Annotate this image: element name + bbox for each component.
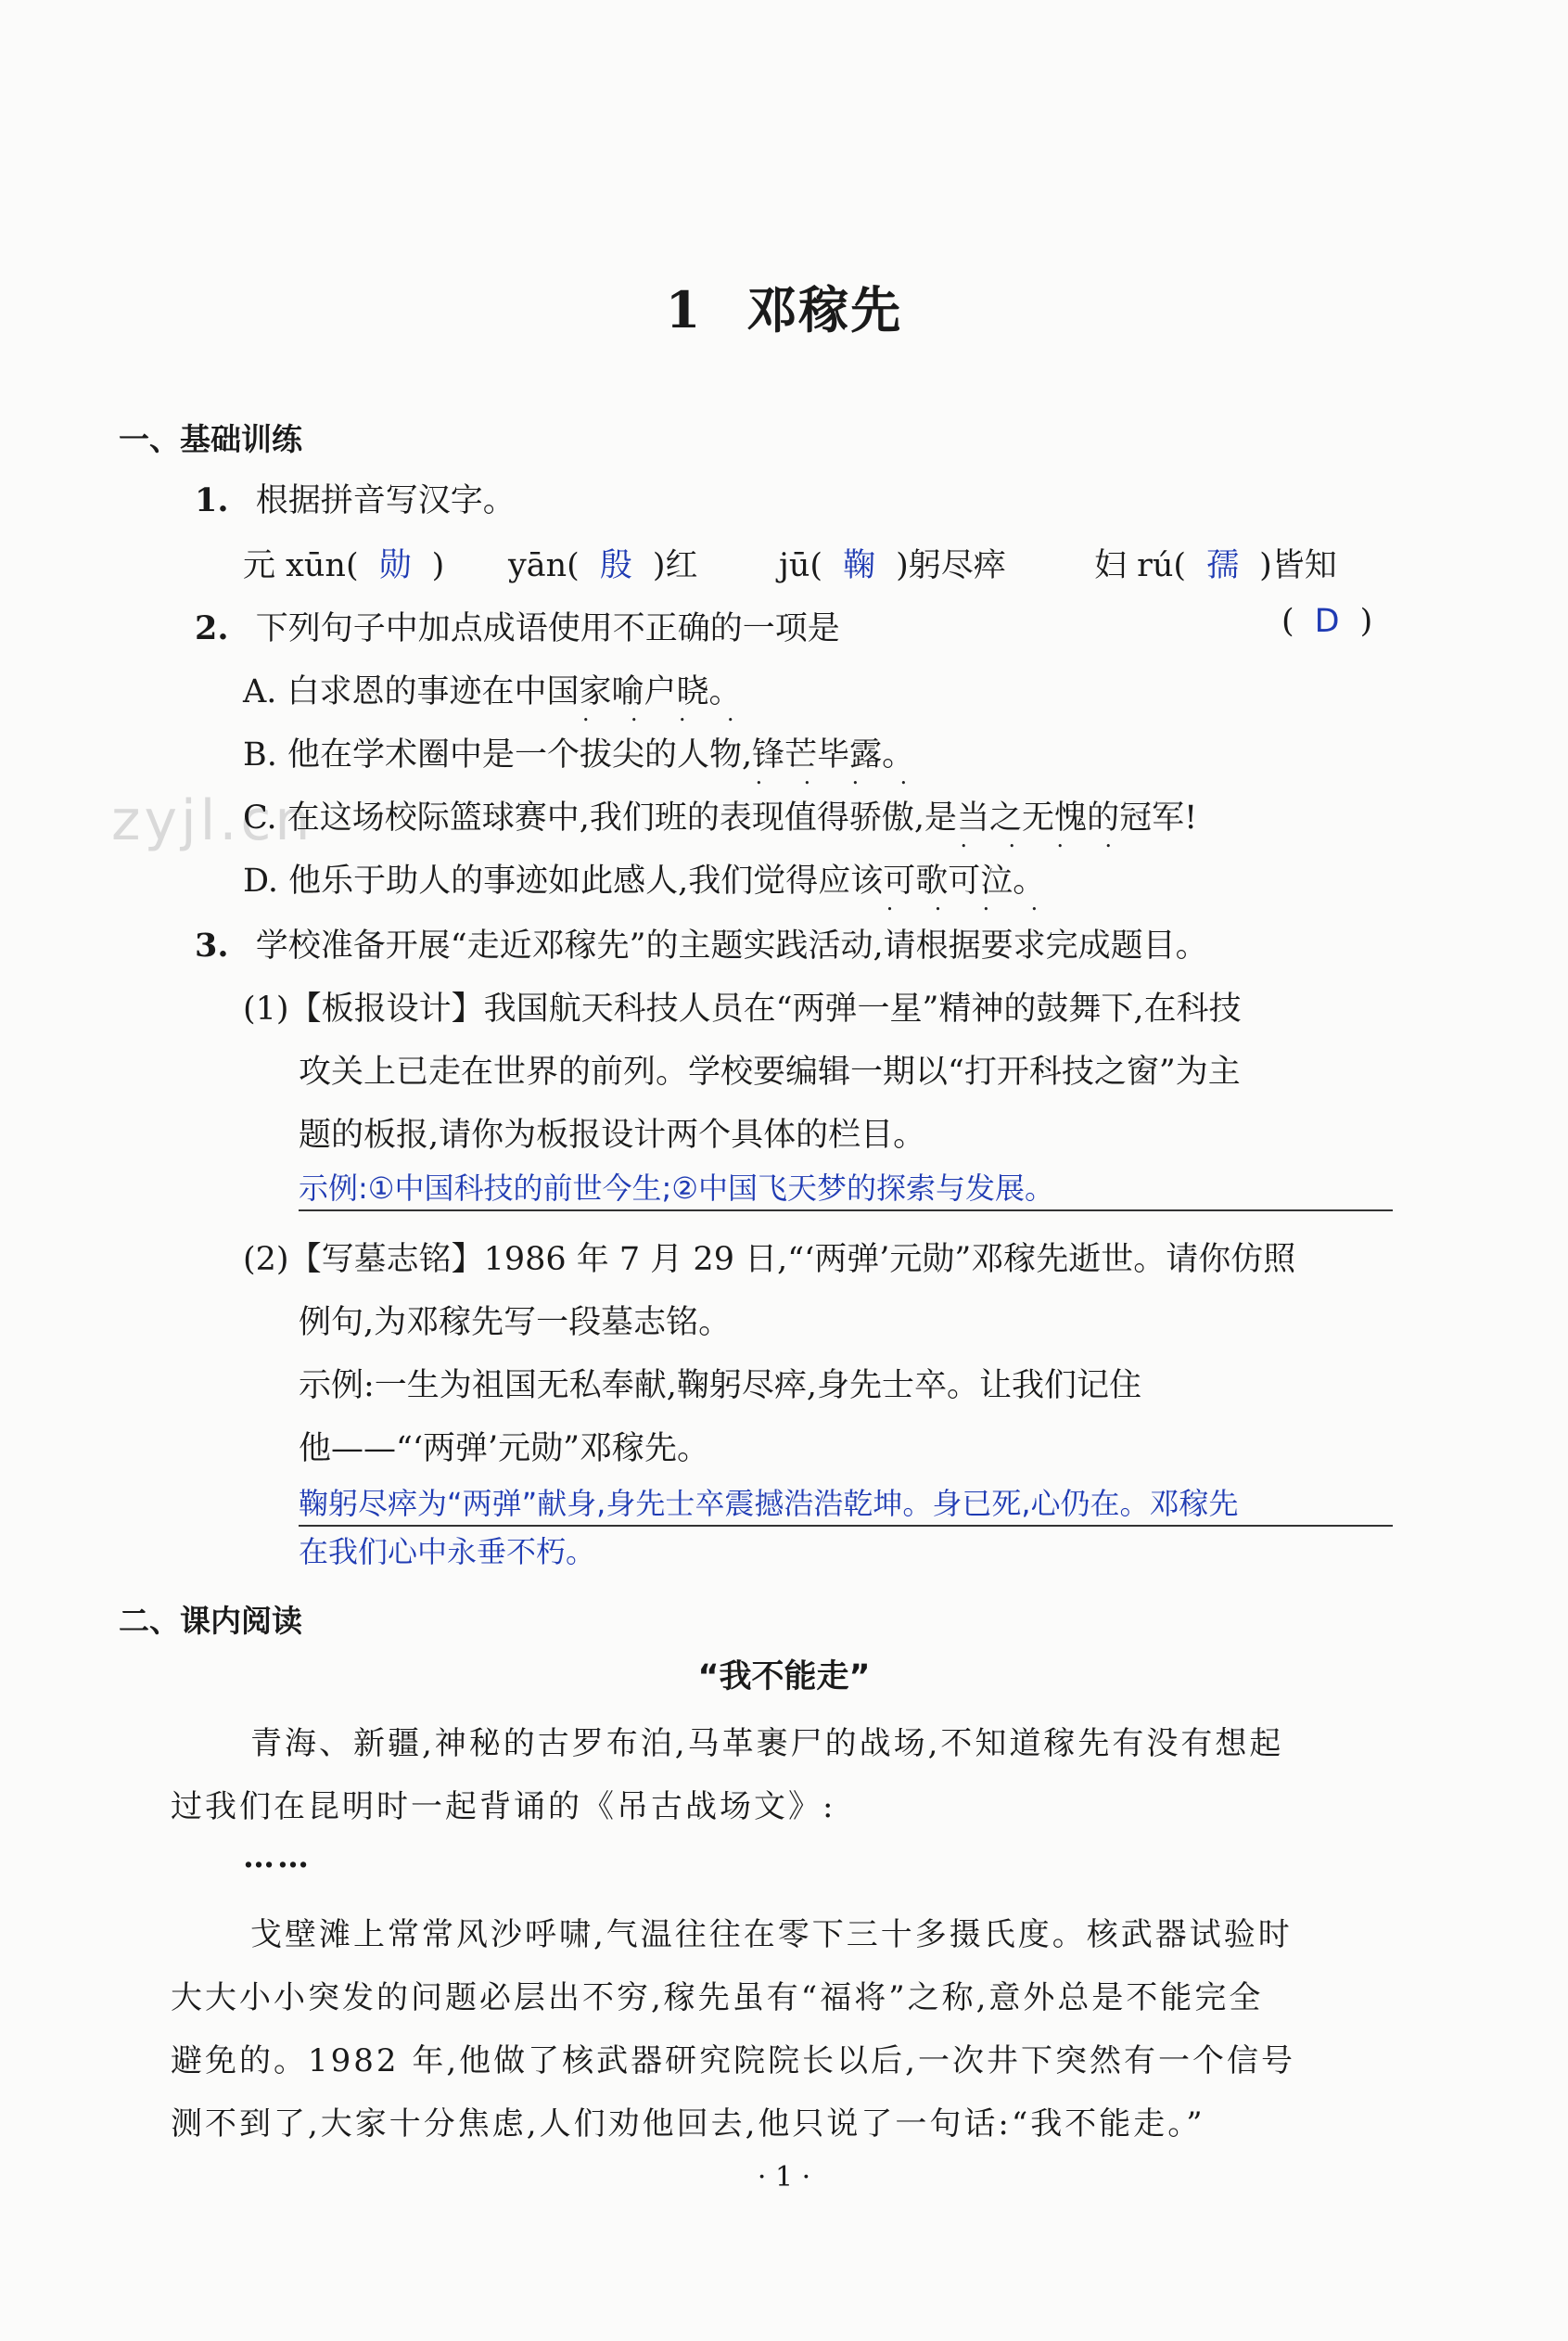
passage-line: 测不到了,大家十分焦虑,人们劝他回去,他只说了一句话:“我不能走。”	[171, 2105, 1205, 2143]
option-text: C. 在这场校际篮球赛中,我们班的表现值得骄傲,是	[243, 800, 958, 837]
option-text: 。	[708, 673, 742, 710]
question-number: 1.	[195, 481, 229, 519]
part2-line: 例句,为邓稼先写一段墓志铭。	[299, 1304, 732, 1341]
part2-line: 他——“‘两弹’元勋”邓稼先。	[299, 1430, 710, 1467]
option-text: B. 他在学术圈中是一个拔尖的人物,	[243, 736, 753, 774]
pinyin-text: yān(	[508, 547, 580, 584]
watermark: zyjl.cn	[111, 788, 314, 853]
answer-text: 孺	[1206, 547, 1240, 584]
passage-line: 青海、新疆,神秘的古罗布泊,马革裹尸的战场,不知道稼先有没有想起	[250, 1725, 1284, 1762]
answer-line	[299, 1209, 1393, 1211]
option-a	[243, 666, 742, 712]
option-text: D. 他乐于助人的事迹如此感人,我们觉得应该	[243, 863, 884, 900]
pinyin-text: )躬尽瘁	[896, 547, 1006, 584]
option-text: A. 白求恩的事迹在中国	[243, 673, 580, 710]
pinyin-text: 元 xūn(	[243, 547, 359, 584]
answer-bracket	[1281, 603, 1372, 640]
question-prompt: 学校准备开展“走近邓稼先”的主题实践活动,请根据要求完成题目。	[255, 927, 1208, 965]
pinyin-text: jū(	[779, 547, 823, 584]
dotted-idiom: 家喻户晓 • • • •	[580, 666, 709, 712]
question-1	[195, 475, 516, 521]
question-prompt: 根据拼音写汉字。	[255, 482, 516, 519]
option-text: 。	[1013, 863, 1046, 900]
dotted-idiom: 当之无愧 • • • •	[957, 792, 1087, 838]
passage-line: 过我们在昆明时一起背诵的《吊古战场文》:	[171, 1788, 836, 1825]
option-c	[243, 792, 1197, 838]
passage-line: 避免的。1982 年,他做了核武器研究院院长以后,一次井下突然有一个信号	[171, 2042, 1295, 2079]
option-text: 的冠军!	[1087, 800, 1198, 837]
answer-line	[299, 1525, 1393, 1527]
section-heading-reading: 二、课内阅读	[119, 1603, 302, 1639]
passage-line: 戈壁滩上常常风沙呼啸,气温往往在零下三十多摄氏度。核武器试验时	[250, 1916, 1293, 1953]
pinyin-item	[779, 540, 1006, 586]
part2-answer-line: 鞠躬尽瘁为“两弹”献身,身先士卒震撼浩浩乾坤。身已死,心仍在。邓稼先	[299, 1486, 1239, 1521]
question-number: 3.	[195, 927, 229, 965]
dotted-idiom: 锋芒毕露 • • • •	[752, 729, 882, 775]
pinyin-text: )红	[652, 547, 698, 584]
page-number: · 1 ·	[757, 2161, 811, 2194]
question-prompt: 下列句子中加点成语使用不正确的一项是	[255, 610, 840, 647]
section-heading-basic: 一、基础训练	[119, 421, 302, 457]
part1-answer: 示例:①中国科技的前世今生;②中国飞天梦的探索与发展。	[299, 1170, 1054, 1206]
passage-title: “我不能走”	[697, 1658, 871, 1695]
passage-ellipsis: ……	[243, 1838, 312, 1875]
part2-answer-line: 在我们心中永垂不朽。	[299, 1534, 596, 1569]
lesson-title-text: 邓稼先	[746, 281, 903, 339]
answer-choice: D	[1314, 603, 1340, 640]
question-number: 2.	[195, 609, 229, 647]
part2-line: (2)【写墓志铭】1986 年 7 月 29 日,“‘两弹’元勋”邓稼先逝世。请你仿照	[243, 1241, 1296, 1278]
pinyin-item	[243, 540, 444, 586]
answer-text: 殷	[599, 547, 632, 584]
part1-line: 题的板报,请你为板报设计两个具体的栏目。	[299, 1117, 926, 1154]
pinyin-text: )皆知	[1259, 547, 1337, 584]
lesson-number: 1	[665, 280, 703, 339]
pinyin-text: )	[431, 547, 445, 584]
bracket: )	[1359, 603, 1373, 640]
part1-line: (1)【板报设计】我国航天科技人员在“两弹一星”精神的鼓舞下,在科技	[243, 991, 1242, 1028]
question-2	[195, 603, 840, 649]
bracket: (	[1281, 603, 1294, 640]
option-d	[243, 855, 1045, 902]
passage-line: 大大小小突发的问题必层出不穷,稼先虽有“福将”之称,意外总是不能完全	[171, 1979, 1264, 2016]
answer-text: 鞠	[843, 547, 876, 584]
question-3	[195, 920, 1208, 966]
answer-text: 勋	[378, 547, 412, 584]
option-b	[243, 729, 914, 775]
lesson-title	[0, 271, 1568, 342]
pinyin-text: 妇 rú(	[1094, 547, 1187, 584]
option-text: 。	[882, 736, 915, 774]
part1-line: 攻关上已走在世界的前列。学校要编辑一期以“打开科技之窗”为主	[299, 1054, 1241, 1091]
dotted-idiom: 可歌可泣 • • • •	[883, 855, 1013, 902]
pinyin-item	[508, 540, 698, 586]
part2-line: 示例:一生为祖国无私奉献,鞠躬尽瘁,身先士卒。让我们记住	[299, 1367, 1142, 1404]
pinyin-item	[1094, 540, 1337, 586]
